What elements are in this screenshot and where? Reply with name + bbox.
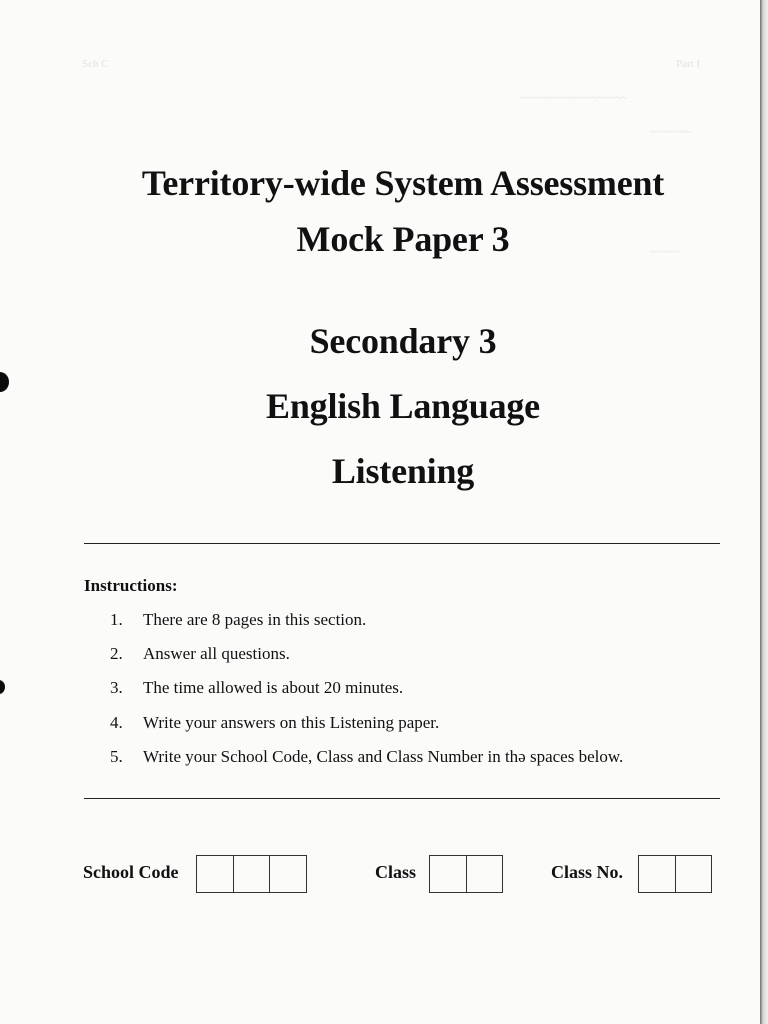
- class-no-boxes: [638, 855, 712, 893]
- instructions-list: [110, 610, 623, 781]
- show-through-text: ~~~~~~~~~~~~~~~~~~: [520, 92, 628, 104]
- class-no-digit-box[interactable]: [676, 856, 712, 892]
- instruction-item: [110, 610, 623, 644]
- class-no-digit-box[interactable]: [639, 856, 676, 892]
- instructions-heading: Instructions:: [84, 576, 178, 595]
- show-through-text: Sch C: [82, 58, 109, 70]
- school-code-label: School Code: [83, 862, 179, 882]
- section-title: Listening: [331, 451, 475, 491]
- instruction-text: Write your answers on this Listening paper.: [143, 712, 440, 732]
- show-through-text: Part I: [676, 58, 701, 70]
- instruction-number: 2.: [110, 644, 123, 664]
- instruction-item: [110, 747, 623, 781]
- show-through-text: ~~~~~: [650, 246, 680, 258]
- instruction-item: [110, 713, 623, 747]
- school-code-boxes: [196, 855, 307, 893]
- divider: [84, 798, 720, 799]
- instruction-text: There are 8 pages in this section.: [143, 610, 367, 629]
- instruction-number: 3.: [110, 678, 123, 698]
- instruction-text: Answer all questions.: [143, 644, 290, 664]
- instruction-number: 5.: [110, 746, 123, 766]
- class-digit-box[interactable]: [467, 856, 503, 892]
- level-title: Secondary 3: [309, 321, 497, 361]
- school-code-digit-box[interactable]: [234, 856, 271, 892]
- instruction-item: [110, 678, 623, 712]
- show-through-text: ~~~~~~~: [650, 126, 692, 138]
- school-code-digit-box[interactable]: [197, 856, 234, 892]
- instruction-item: [110, 644, 623, 678]
- paper-title: Mock Paper 3: [296, 219, 510, 259]
- class-label: Class: [375, 862, 417, 882]
- school-code-digit-box[interactable]: [270, 856, 306, 892]
- instruction-number: 4.: [110, 712, 123, 732]
- class-boxes: [429, 855, 503, 893]
- instruction-number: 1.: [110, 610, 123, 629]
- subject-title: English Language: [266, 386, 540, 426]
- divider: [84, 543, 720, 544]
- instruction-text: The time allowed is about 20 minutes.: [143, 678, 404, 698]
- punch-hole: [0, 680, 5, 694]
- page-edge-shadow: [760, 0, 768, 1024]
- instruction-text: Write your School Code, Class and Class Number in thə spaces below.: [143, 746, 624, 766]
- class-no-label: Class No.: [551, 862, 624, 882]
- assessment-title: Territory-wide System Assessment: [141, 163, 665, 203]
- class-digit-box[interactable]: [430, 856, 467, 892]
